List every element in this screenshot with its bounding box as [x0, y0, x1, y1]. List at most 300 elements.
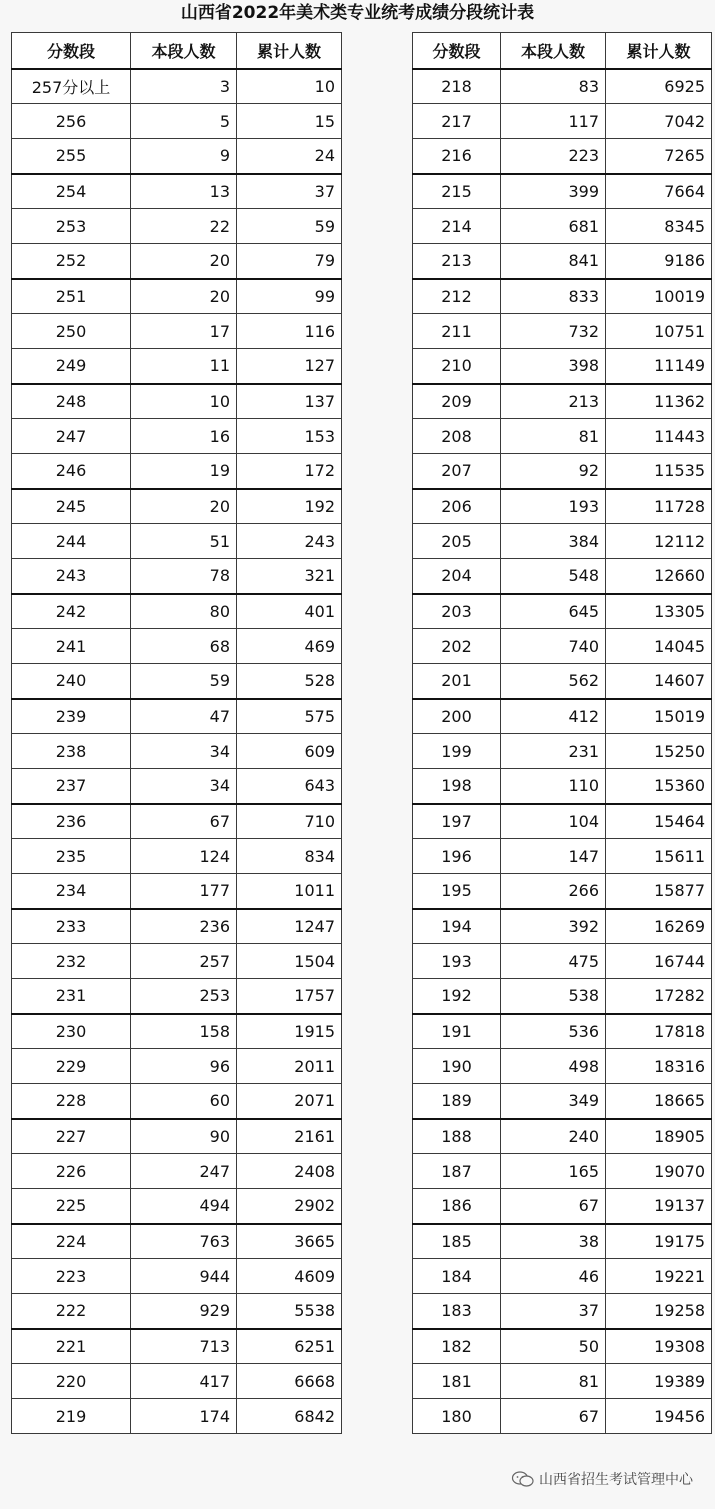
table-row [12, 1084, 342, 1119]
count-cell: 104 [501, 804, 606, 839]
count-cell: 83 [501, 69, 606, 104]
score-cell: 208 [413, 419, 501, 454]
cumulative-cell: 10 [237, 69, 342, 104]
score-cell: 185 [413, 1224, 501, 1259]
table-row [12, 1399, 342, 1434]
count-cell: 231 [501, 734, 606, 769]
table-row [413, 1084, 712, 1119]
count-cell: 17 [131, 314, 237, 349]
count-cell: 22 [131, 209, 237, 244]
table-row [12, 1329, 342, 1364]
table-row [413, 1329, 712, 1364]
table-row [12, 69, 342, 104]
cumulative-cell: 15 [237, 104, 342, 139]
score-cell: 241 [12, 629, 131, 664]
cumulative-cell: 15250 [606, 734, 712, 769]
table-row [413, 874, 712, 909]
table-row [413, 664, 712, 699]
col-header-count: 本段人数 [501, 33, 606, 69]
col-header-score: 分数段 [413, 33, 501, 69]
score-cell: 205 [413, 524, 501, 559]
count-cell: 732 [501, 314, 606, 349]
col-header-cumulative: 累计人数 [237, 33, 342, 69]
table-row [12, 804, 342, 839]
cumulative-cell: 15360 [606, 769, 712, 804]
cumulative-cell: 12660 [606, 559, 712, 594]
count-cell: 266 [501, 874, 606, 909]
score-cell: 231 [12, 979, 131, 1014]
table-row [413, 174, 712, 209]
score-cell: 229 [12, 1049, 131, 1084]
table-row [413, 1189, 712, 1224]
cumulative-cell: 18316 [606, 1049, 712, 1084]
count-cell: 713 [131, 1329, 237, 1364]
cumulative-cell: 710 [237, 804, 342, 839]
score-cell: 228 [12, 1084, 131, 1119]
score-cell: 222 [12, 1294, 131, 1329]
score-cell: 199 [413, 734, 501, 769]
table-row [12, 909, 342, 944]
table-row [12, 769, 342, 804]
table-header-row [413, 33, 712, 69]
count-cell: 46 [501, 1259, 606, 1294]
table-row [12, 524, 342, 559]
count-cell: 81 [501, 419, 606, 454]
score-cell: 244 [12, 524, 131, 559]
cumulative-cell: 1915 [237, 1014, 342, 1049]
score-cell: 246 [12, 454, 131, 489]
score-cell: 245 [12, 489, 131, 524]
table-row [413, 944, 712, 979]
cumulative-cell: 7664 [606, 174, 712, 209]
score-cell: 233 [12, 909, 131, 944]
cumulative-cell: 528 [237, 664, 342, 699]
score-table-left [11, 32, 342, 1434]
cumulative-cell: 14045 [606, 629, 712, 664]
table-row [413, 594, 712, 629]
count-cell: 740 [501, 629, 606, 664]
score-cell: 226 [12, 1154, 131, 1189]
count-cell: 38 [501, 1224, 606, 1259]
cumulative-cell: 2161 [237, 1119, 342, 1154]
score-cell: 187 [413, 1154, 501, 1189]
count-cell: 81 [501, 1364, 606, 1399]
cumulative-cell: 14607 [606, 664, 712, 699]
count-cell: 223 [501, 139, 606, 174]
cumulative-cell: 19137 [606, 1189, 712, 1224]
count-cell: 384 [501, 524, 606, 559]
count-cell: 177 [131, 874, 237, 909]
table-row [12, 874, 342, 909]
cumulative-cell: 99 [237, 279, 342, 314]
col-header-count: 本段人数 [131, 33, 237, 69]
cumulative-cell: 9186 [606, 244, 712, 279]
count-cell: 92 [501, 454, 606, 489]
count-cell: 124 [131, 839, 237, 874]
score-cell: 214 [413, 209, 501, 244]
table-header-row [12, 33, 342, 69]
count-cell: 841 [501, 244, 606, 279]
count-cell: 944 [131, 1259, 237, 1294]
score-cell: 239 [12, 699, 131, 734]
table-row [413, 349, 712, 384]
cumulative-cell: 15877 [606, 874, 712, 909]
cumulative-cell: 12112 [606, 524, 712, 559]
cumulative-cell: 609 [237, 734, 342, 769]
score-cell: 252 [12, 244, 131, 279]
count-cell: 193 [501, 489, 606, 524]
cumulative-cell: 17818 [606, 1014, 712, 1049]
score-cell: 180 [413, 1399, 501, 1434]
count-cell: 78 [131, 559, 237, 594]
count-cell: 9 [131, 139, 237, 174]
table-row [413, 489, 712, 524]
count-cell: 257 [131, 944, 237, 979]
score-cell: 207 [413, 454, 501, 489]
count-cell: 20 [131, 244, 237, 279]
cumulative-cell: 16744 [606, 944, 712, 979]
score-cell: 218 [413, 69, 501, 104]
count-cell: 37 [501, 1294, 606, 1329]
score-cell: 186 [413, 1189, 501, 1224]
table-row [413, 699, 712, 734]
count-cell: 110 [501, 769, 606, 804]
score-cell: 209 [413, 384, 501, 419]
table-row [12, 559, 342, 594]
count-cell: 96 [131, 1049, 237, 1084]
col-header-cumulative: 累计人数 [606, 33, 712, 69]
table-row [413, 1049, 712, 1084]
cumulative-cell: 172 [237, 454, 342, 489]
table-row [413, 419, 712, 454]
cumulative-cell: 2071 [237, 1084, 342, 1119]
table-row [413, 909, 712, 944]
count-cell: 60 [131, 1084, 237, 1119]
table-row [413, 1119, 712, 1154]
score-cell: 223 [12, 1259, 131, 1294]
table-row [413, 104, 712, 139]
table-row [413, 1154, 712, 1189]
score-cell: 251 [12, 279, 131, 314]
table-row [413, 1259, 712, 1294]
count-cell: 833 [501, 279, 606, 314]
score-cell: 236 [12, 804, 131, 839]
table-row [12, 209, 342, 244]
cumulative-cell: 59 [237, 209, 342, 244]
count-cell: 538 [501, 979, 606, 1014]
table-row [12, 489, 342, 524]
table-row [413, 244, 712, 279]
count-cell: 417 [131, 1364, 237, 1399]
table-row [12, 454, 342, 489]
score-cell: 250 [12, 314, 131, 349]
score-cell: 221 [12, 1329, 131, 1364]
table-row [12, 1154, 342, 1189]
table-row [12, 734, 342, 769]
score-cell: 235 [12, 839, 131, 874]
table-row [12, 664, 342, 699]
cumulative-cell: 153 [237, 419, 342, 454]
cumulative-cell: 5538 [237, 1294, 342, 1329]
score-cell: 196 [413, 839, 501, 874]
cumulative-cell: 243 [237, 524, 342, 559]
table-row [12, 1014, 342, 1049]
score-cell: 227 [12, 1119, 131, 1154]
cumulative-cell: 17282 [606, 979, 712, 1014]
cumulative-cell: 1247 [237, 909, 342, 944]
count-cell: 13 [131, 174, 237, 209]
count-cell: 536 [501, 1014, 606, 1049]
table-row [413, 314, 712, 349]
score-cell: 195 [413, 874, 501, 909]
table-row [12, 699, 342, 734]
cumulative-cell: 6842 [237, 1399, 342, 1434]
cumulative-cell: 192 [237, 489, 342, 524]
source-watermark [511, 1468, 693, 1490]
count-cell: 253 [131, 979, 237, 1014]
col-header-score: 分数段 [12, 33, 131, 69]
table-row [12, 1224, 342, 1259]
table-row [12, 1259, 342, 1294]
table-row [12, 174, 342, 209]
count-cell: 16 [131, 419, 237, 454]
table-row [12, 104, 342, 139]
score-cell: 181 [413, 1364, 501, 1399]
cumulative-cell: 37 [237, 174, 342, 209]
cumulative-cell: 469 [237, 629, 342, 664]
cumulative-cell: 19070 [606, 1154, 712, 1189]
table-row [413, 734, 712, 769]
table-row [12, 839, 342, 874]
cumulative-cell: 13305 [606, 594, 712, 629]
table-row [12, 1364, 342, 1399]
cumulative-cell: 6251 [237, 1329, 342, 1364]
score-cell: 211 [413, 314, 501, 349]
cumulative-cell: 19456 [606, 1399, 712, 1434]
table-row [12, 1189, 342, 1224]
count-cell: 67 [131, 804, 237, 839]
score-cell: 254 [12, 174, 131, 209]
count-cell: 20 [131, 279, 237, 314]
count-cell: 10 [131, 384, 237, 419]
score-cell: 256 [12, 104, 131, 139]
cumulative-cell: 11149 [606, 349, 712, 384]
table-row [12, 629, 342, 664]
table-row [413, 1294, 712, 1329]
count-cell: 67 [501, 1189, 606, 1224]
score-cell: 219 [12, 1399, 131, 1434]
score-cell: 248 [12, 384, 131, 419]
table-row [413, 839, 712, 874]
score-cell: 190 [413, 1049, 501, 1084]
score-cell: 182 [413, 1329, 501, 1364]
score-cell: 230 [12, 1014, 131, 1049]
cumulative-cell: 575 [237, 699, 342, 734]
count-cell: 392 [501, 909, 606, 944]
cumulative-cell: 6668 [237, 1364, 342, 1399]
table-row [413, 979, 712, 1014]
score-cell: 194 [413, 909, 501, 944]
count-cell: 213 [501, 384, 606, 419]
score-cell: 255 [12, 139, 131, 174]
count-cell: 47 [131, 699, 237, 734]
cumulative-cell: 15464 [606, 804, 712, 839]
score-cell: 212 [413, 279, 501, 314]
table-row [413, 804, 712, 839]
count-cell: 548 [501, 559, 606, 594]
table-row [413, 1399, 712, 1434]
wechat-icon [511, 1471, 535, 1487]
count-cell: 51 [131, 524, 237, 559]
score-cell: 192 [413, 979, 501, 1014]
count-cell: 398 [501, 349, 606, 384]
table-row [12, 594, 342, 629]
score-cell: 215 [413, 174, 501, 209]
cumulative-cell: 10019 [606, 279, 712, 314]
score-cell: 240 [12, 664, 131, 699]
count-cell: 20 [131, 489, 237, 524]
score-cell: 242 [12, 594, 131, 629]
cumulative-cell: 127 [237, 349, 342, 384]
cumulative-cell: 19175 [606, 1224, 712, 1259]
cumulative-cell: 116 [237, 314, 342, 349]
table-row [413, 139, 712, 174]
watermark-text: 山西省招生考试管理中心 [539, 1472, 693, 1488]
count-cell: 236 [131, 909, 237, 944]
cumulative-cell: 16269 [606, 909, 712, 944]
score-cell: 198 [413, 769, 501, 804]
cumulative-cell: 7042 [606, 104, 712, 139]
table-row [12, 244, 342, 279]
table-row [12, 1119, 342, 1154]
score-cell: 213 [413, 244, 501, 279]
score-cell: 202 [413, 629, 501, 664]
table-row [12, 419, 342, 454]
score-cell: 183 [413, 1294, 501, 1329]
cumulative-cell: 3665 [237, 1224, 342, 1259]
cumulative-cell: 19389 [606, 1364, 712, 1399]
count-cell: 763 [131, 1224, 237, 1259]
count-cell: 349 [501, 1084, 606, 1119]
count-cell: 68 [131, 629, 237, 664]
score-cell: 220 [12, 1364, 131, 1399]
count-cell: 3 [131, 69, 237, 104]
count-cell: 90 [131, 1119, 237, 1154]
score-cell: 237 [12, 769, 131, 804]
score-cell: 217 [413, 104, 501, 139]
table-row [413, 1364, 712, 1399]
table-row [413, 524, 712, 559]
cumulative-cell: 24 [237, 139, 342, 174]
score-cell: 253 [12, 209, 131, 244]
cumulative-cell: 2011 [237, 1049, 342, 1084]
score-cell: 191 [413, 1014, 501, 1049]
cumulative-cell: 10751 [606, 314, 712, 349]
count-cell: 498 [501, 1049, 606, 1084]
cumulative-cell: 8345 [606, 209, 712, 244]
cumulative-cell: 4609 [237, 1259, 342, 1294]
count-cell: 240 [501, 1119, 606, 1154]
table-row [413, 454, 712, 489]
score-cell: 204 [413, 559, 501, 594]
cumulative-cell: 1011 [237, 874, 342, 909]
table-row [12, 279, 342, 314]
count-cell: 59 [131, 664, 237, 699]
count-cell: 5 [131, 104, 237, 139]
count-cell: 19 [131, 454, 237, 489]
count-cell: 247 [131, 1154, 237, 1189]
table-row [413, 384, 712, 419]
score-cell: 201 [413, 664, 501, 699]
count-cell: 34 [131, 734, 237, 769]
score-cell: 224 [12, 1224, 131, 1259]
count-cell: 494 [131, 1189, 237, 1224]
cumulative-cell: 321 [237, 559, 342, 594]
table-row [12, 139, 342, 174]
cumulative-cell: 11535 [606, 454, 712, 489]
score-cell: 234 [12, 874, 131, 909]
count-cell: 165 [501, 1154, 606, 1189]
cumulative-cell: 1504 [237, 944, 342, 979]
count-cell: 80 [131, 594, 237, 629]
table-row [12, 944, 342, 979]
cumulative-cell: 11362 [606, 384, 712, 419]
count-cell: 929 [131, 1294, 237, 1329]
cumulative-cell: 1757 [237, 979, 342, 1014]
score-cell: 238 [12, 734, 131, 769]
cumulative-cell: 6925 [606, 69, 712, 104]
count-cell: 34 [131, 769, 237, 804]
score-cell: 188 [413, 1119, 501, 1154]
count-cell: 562 [501, 664, 606, 699]
score-cell: 206 [413, 489, 501, 524]
count-cell: 399 [501, 174, 606, 209]
table-row [413, 279, 712, 314]
table-row [12, 384, 342, 419]
score-cell: 203 [413, 594, 501, 629]
cumulative-cell: 18905 [606, 1119, 712, 1154]
score-cell: 247 [12, 419, 131, 454]
count-cell: 645 [501, 594, 606, 629]
cumulative-cell: 11443 [606, 419, 712, 454]
score-cell: 210 [413, 349, 501, 384]
count-cell: 681 [501, 209, 606, 244]
count-cell: 147 [501, 839, 606, 874]
count-cell: 50 [501, 1329, 606, 1364]
cumulative-cell: 15019 [606, 699, 712, 734]
score-cell: 257分以上 [12, 69, 131, 104]
score-cell: 193 [413, 944, 501, 979]
cumulative-cell: 19258 [606, 1294, 712, 1329]
table-row [12, 1049, 342, 1084]
cumulative-cell: 401 [237, 594, 342, 629]
cumulative-cell: 643 [237, 769, 342, 804]
score-cell: 225 [12, 1189, 131, 1224]
score-cell: 200 [413, 699, 501, 734]
table-row [413, 1014, 712, 1049]
table-row [413, 209, 712, 244]
table-row [12, 349, 342, 384]
count-cell: 117 [501, 104, 606, 139]
table-row [413, 769, 712, 804]
score-cell: 197 [413, 804, 501, 839]
table-row [12, 979, 342, 1014]
score-cell: 189 [413, 1084, 501, 1119]
score-cell: 216 [413, 139, 501, 174]
cumulative-cell: 7265 [606, 139, 712, 174]
cumulative-cell: 2408 [237, 1154, 342, 1189]
cumulative-cell: 79 [237, 244, 342, 279]
